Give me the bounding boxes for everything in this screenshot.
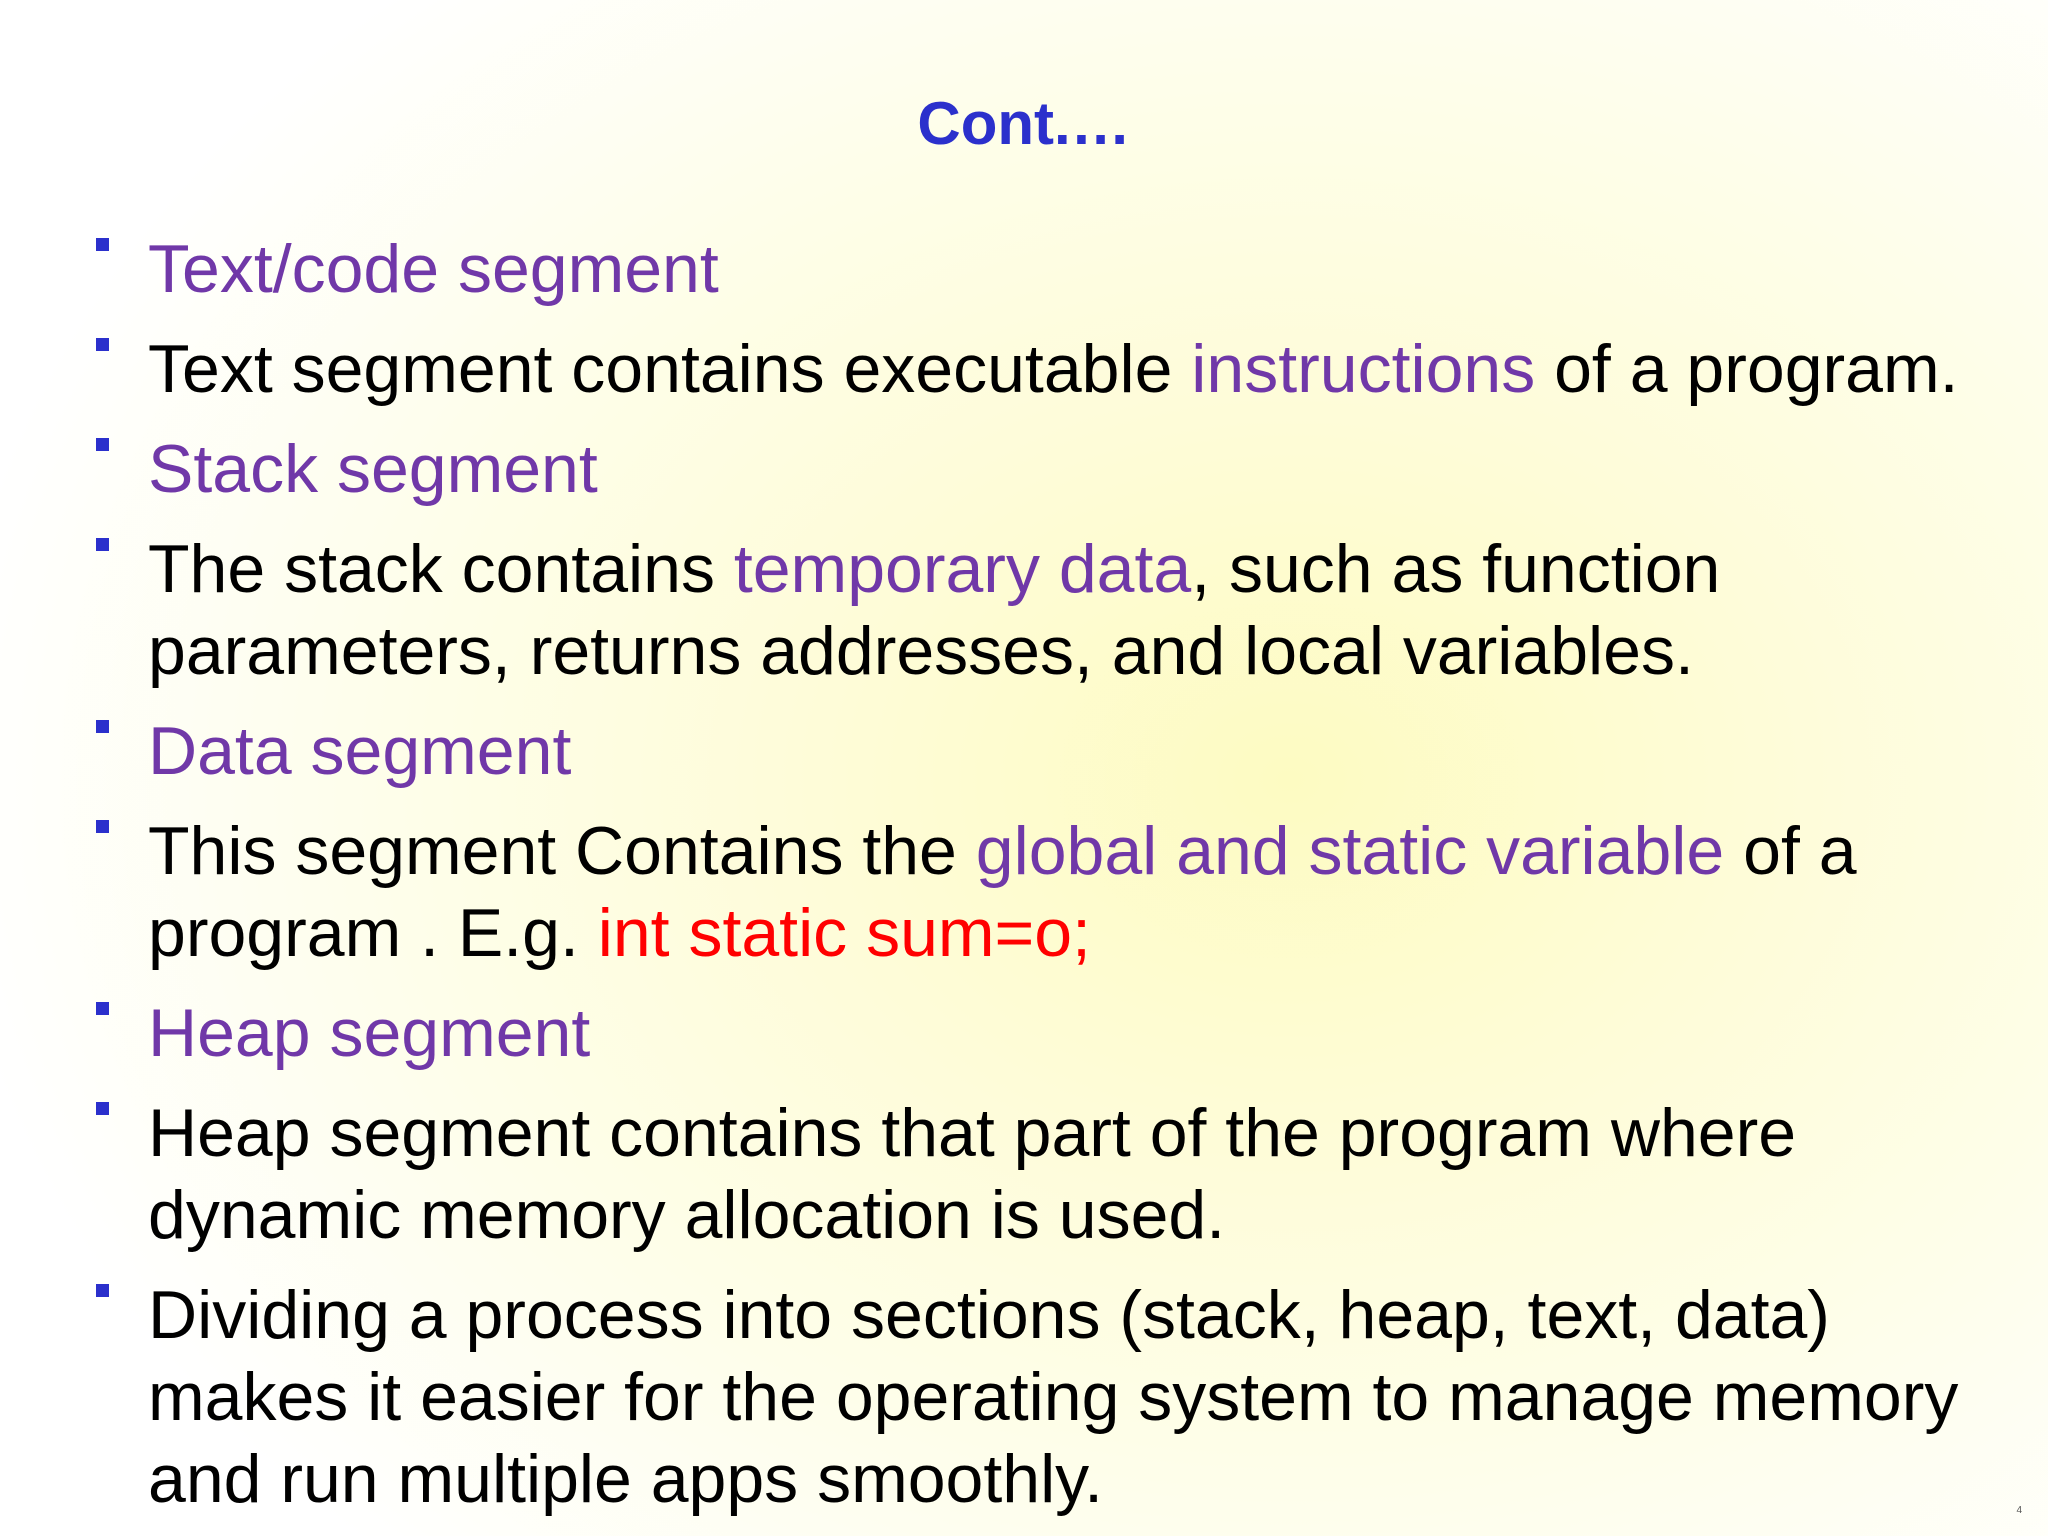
bullet-item-data-segment — [96, 710, 2016, 792]
bullet-text: Dividing a process into sections (stack, heap, text, data) — [148, 1277, 1830, 1353]
bullet-item-dividing-process — [96, 1274, 2016, 1520]
bullet-text: and run multiple apps smoothly. — [148, 1441, 1104, 1517]
bullet-highlight: temporary data — [733, 531, 1192, 607]
bullet-heading: Heap segment — [148, 995, 591, 1071]
page-number: 4 — [2016, 1505, 2022, 1516]
square-bullet-icon — [96, 1002, 109, 1015]
bullet-text: , such as function — [1191, 531, 1721, 607]
bullet-text: Text segment contains executable — [148, 331, 1192, 407]
square-bullet-icon — [96, 820, 109, 833]
square-bullet-icon — [96, 1284, 109, 1297]
bullet-text: of a program. — [1535, 331, 1959, 407]
bullet-item-heap-description — [96, 1092, 2016, 1256]
bullet-text: The stack contains — [148, 531, 734, 607]
bullet-heading: Text/code segment — [148, 231, 719, 307]
slide-title: Cont.… — [917, 90, 1131, 157]
bullet-text: makes it easier for the operating system to manage memory — [148, 1359, 1959, 1435]
bullet-text: parameters, returns addresses, and local variables. — [148, 613, 1694, 689]
bullet-heading: Data segment — [148, 713, 572, 789]
bullet-item-data-description — [96, 810, 2016, 974]
square-bullet-icon — [96, 720, 109, 733]
bullet-item-stack-segment — [96, 428, 2016, 510]
bullet-item-text-code-segment — [96, 228, 2016, 310]
bullet-text: Heap segment contains that part of the program where — [148, 1095, 1797, 1171]
square-bullet-icon — [96, 238, 109, 251]
square-bullet-icon — [96, 538, 109, 551]
square-bullet-icon — [96, 438, 109, 451]
bullet-text: dynamic memory allocation is used. — [148, 1177, 1226, 1253]
bullet-item-heap-segment — [96, 992, 2016, 1074]
bullet-item-text-segment-description — [96, 328, 2016, 410]
square-bullet-icon — [96, 338, 109, 351]
bullet-text: of a — [1724, 813, 1857, 889]
bullet-highlight: global and static variable — [975, 813, 1725, 889]
code-example: int static sum=o; — [597, 895, 1091, 971]
bullet-list — [96, 228, 2016, 1538]
bullet-highlight: instructions — [1191, 331, 1536, 407]
square-bullet-icon — [96, 1102, 109, 1115]
bullet-text: This segment Contains the — [148, 813, 976, 889]
bullet-item-stack-description — [96, 528, 2016, 692]
bullet-text: program . E.g. — [148, 895, 598, 971]
bullet-heading: Stack segment — [148, 431, 598, 507]
